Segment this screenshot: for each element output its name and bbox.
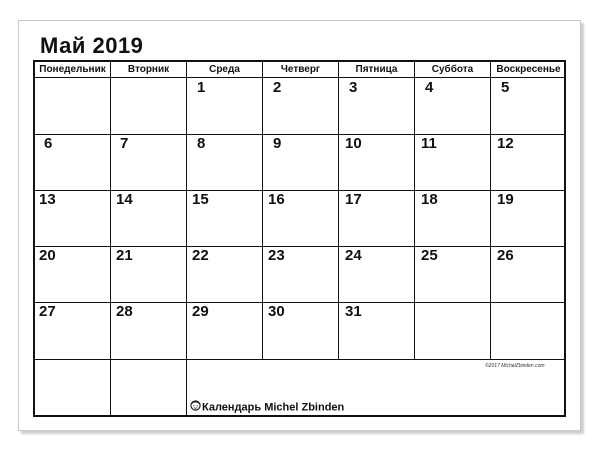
grid-line — [35, 246, 564, 247]
day-number: 15 — [192, 191, 209, 208]
day-number: 21 — [116, 247, 133, 264]
grid-line — [414, 62, 415, 360]
grid-line — [35, 190, 564, 191]
grid-line — [35, 134, 564, 135]
weekday-header-monday: Понедельник — [39, 64, 106, 75]
day-number: 22 — [192, 247, 209, 264]
day-number: 7 — [120, 135, 129, 152]
day-number: 23 — [268, 247, 285, 264]
day-number: 17 — [345, 191, 362, 208]
day-number: 16 — [268, 191, 285, 208]
grid-line — [338, 62, 339, 360]
grid-line — [186, 62, 187, 415]
weekday-header-friday: Пятница — [355, 64, 398, 75]
day-number: 1 — [197, 79, 206, 96]
day-number: 14 — [116, 191, 133, 208]
day-number: 29 — [192, 303, 209, 320]
day-number: 18 — [421, 191, 438, 208]
grid-line — [35, 77, 564, 78]
day-number: 3 — [349, 79, 358, 96]
day-number: 31 — [345, 303, 362, 320]
day-number: 28 — [116, 303, 133, 320]
weekday-header-wednesday: Среда — [209, 64, 240, 75]
footer-label — [190, 400, 344, 415]
day-number: 8 — [197, 135, 206, 152]
day-number: 10 — [345, 135, 362, 152]
day-number: 13 — [39, 191, 56, 208]
copyright-text: ©2017 MichelZbinden.com — [485, 363, 545, 369]
day-number: 27 — [39, 303, 56, 320]
day-number: 2 — [273, 79, 282, 96]
grid-line — [262, 62, 263, 360]
day-number: 5 — [501, 79, 510, 96]
day-number: 30 — [268, 303, 285, 320]
day-number: 9 — [273, 135, 282, 152]
day-number: 19 — [497, 191, 514, 208]
grid-line — [110, 62, 111, 415]
weekday-header-tuesday: Вторник — [127, 64, 170, 75]
day-number: 12 — [497, 135, 514, 152]
footer-text: Календарь Michel Zbinden — [202, 401, 345, 414]
day-number: 24 — [345, 247, 362, 264]
day-number: 26 — [497, 247, 514, 264]
weekday-header-thursday: Четверг — [280, 64, 321, 75]
weekday-header-saturday: Суббота — [431, 64, 474, 75]
day-number: 20 — [39, 247, 56, 264]
grid-line — [35, 359, 564, 360]
grid-line — [490, 62, 491, 360]
calendar-grid — [33, 60, 566, 417]
weekday-header-sunday: Воскресенье — [496, 64, 561, 75]
calendar-title: Май 2019 — [40, 33, 144, 58]
day-number: 11 — [421, 135, 437, 152]
day-number: 6 — [44, 135, 53, 152]
grid-line — [35, 302, 564, 303]
face-icon — [190, 400, 201, 415]
day-number: 4 — [425, 79, 434, 96]
day-number: 25 — [421, 247, 438, 264]
